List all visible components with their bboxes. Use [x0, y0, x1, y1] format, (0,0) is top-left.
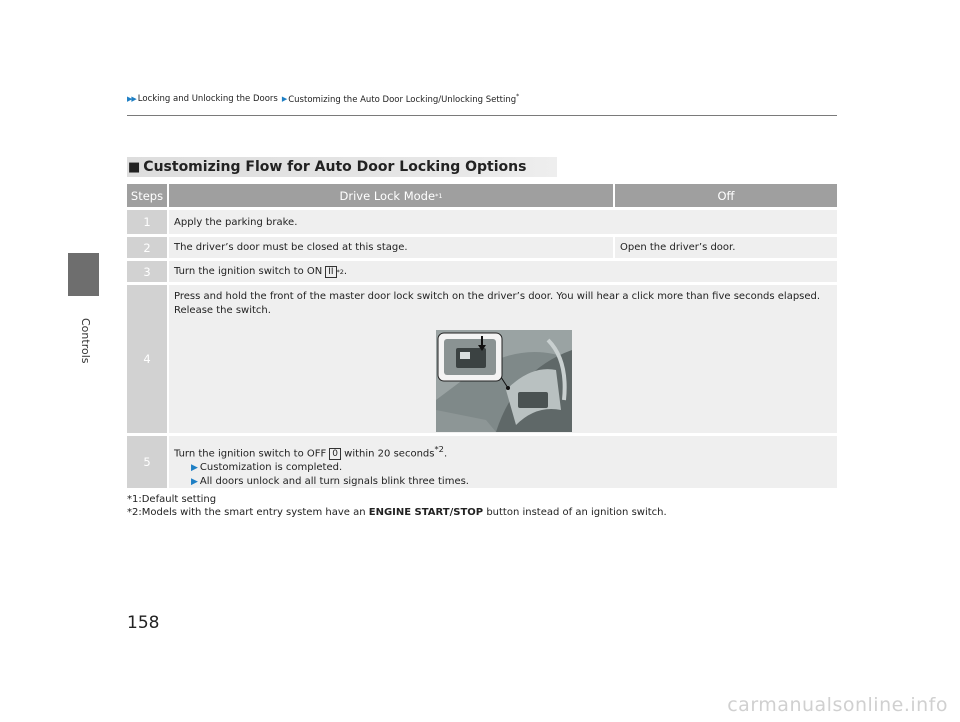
side-tab-label: Controls [79, 318, 92, 364]
table-row-step-1 [127, 210, 837, 234]
step-3-text: Turn the ignition switch to ON II *2 . [169, 261, 837, 282]
step-5-result-1: ▶ Customization is completed. [191, 462, 343, 474]
door-lock-switch-illustration [436, 330, 572, 432]
step-number: 3 [127, 261, 167, 282]
section-heading [127, 157, 557, 177]
table-row-step-2 [127, 237, 837, 258]
header-steps: Steps [127, 184, 167, 207]
footnote-1: *1:Default setting [127, 494, 217, 505]
step-2-drive-lock-text: The driver’s door must be closed at this stage. [169, 237, 613, 258]
header-drive-lock-mode: Drive Lock Mode *1 [169, 184, 613, 207]
table-row-step-5 [127, 436, 837, 488]
ignition-key-symbol: 0 [329, 448, 341, 460]
step-5-result-2: ▶ All doors unlock and all turn signals blink three times. [191, 476, 469, 488]
step-number: 4 [127, 285, 167, 433]
table-row-step-4 [127, 285, 837, 433]
square-bullet-icon: ■ [128, 159, 141, 175]
step-1-text: Apply the parking brake. [169, 210, 837, 234]
step-4-text: Press and hold the front of the master door lock switch on the driver’s door. You will hear a click more than five seconds elapsed. Release the switch. [174, 291, 821, 316]
breadcrumb-arrow-icon: ▶ [281, 94, 287, 103]
header-off: Off [615, 184, 837, 207]
step-2-off-text: Open the driver’s door. [615, 237, 837, 258]
ignition-key-symbol: II [325, 266, 336, 278]
watermark: carmanualsonline.info [727, 694, 948, 716]
result-arrow-icon: ▶ [191, 477, 198, 488]
header-divider [127, 115, 837, 116]
footnote-2: *2:Models with the smart entry system have an ENGINE START/STOP button instead of an ignition switch. [127, 507, 667, 518]
breadcrumb-item-customizing[interactable]: Customizing the Auto Door Locking/Unlocking Setting* [288, 93, 520, 105]
table-header-row [127, 184, 837, 207]
step-4-cell [169, 285, 837, 433]
result-arrow-icon: ▶ [191, 463, 198, 474]
breadcrumb [127, 93, 523, 105]
section-title-text: Customizing Flow for Auto Door Locking Options [143, 159, 527, 175]
step-5-text: Turn the ignition switch to OFF 0 within 20 seconds$^{*2}$. [174, 444, 448, 460]
step-number: 2 [127, 237, 167, 258]
side-tab-marker [68, 253, 99, 296]
step-number: 1 [127, 210, 167, 234]
step-number: 5 [127, 436, 167, 488]
breadcrumb-arrow-icon: ▶▶ [127, 94, 136, 103]
step-5-cell [169, 436, 837, 488]
footnotes [127, 493, 667, 519]
page-number: 158 [127, 613, 160, 633]
customizing-flow-table [127, 184, 837, 491]
table-row-step-3 [127, 261, 837, 282]
breadcrumb-item-locking[interactable]: Locking and Unlocking the Doors [137, 93, 278, 104]
